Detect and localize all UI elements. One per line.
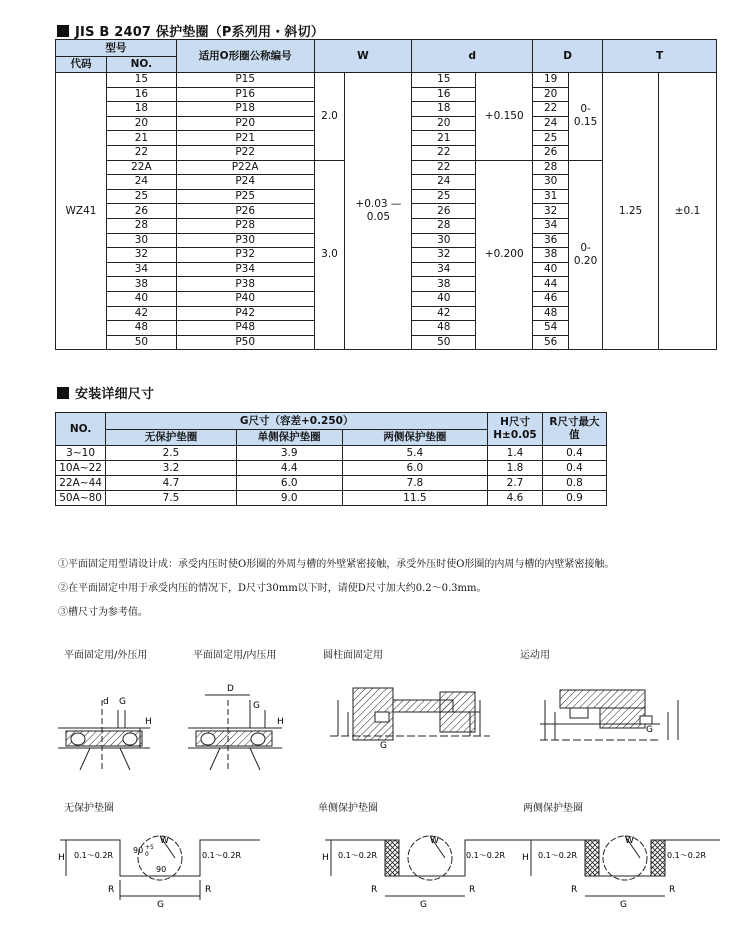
cell-d: 42 bbox=[412, 306, 476, 321]
dim-H-5: H bbox=[58, 853, 65, 863]
cell-d: 22 bbox=[412, 160, 476, 175]
note-1: ①平面固定用型请设计成：承受内压时使O形圈的外周与槽的外壁紧密接触，承受外压时使O形圈的内周与槽的内壁紧密接触。 bbox=[58, 559, 615, 570]
cell-no: 16 bbox=[106, 87, 176, 102]
cell-D: 32 bbox=[533, 204, 569, 219]
dim-angle-sup-5: +5 bbox=[145, 844, 154, 851]
cell-oring: P24 bbox=[176, 175, 314, 190]
note-2: ②在平面固定中用于承受内压的情况下，D尺寸30mm以下时，请使D尺寸加大约0.2～0.3mm。 bbox=[58, 583, 487, 594]
header-g3: 两侧保护垫圈 bbox=[342, 430, 488, 446]
cell-D: 31 bbox=[533, 189, 569, 204]
cell-D: 25 bbox=[533, 131, 569, 146]
dim-R-6: R bbox=[371, 885, 378, 895]
cell-d: 38 bbox=[412, 277, 476, 292]
section-title-text: 安装详细尺寸 bbox=[75, 387, 155, 402]
cell-d: 40 bbox=[412, 291, 476, 306]
drawing-face-external bbox=[58, 700, 150, 770]
cell-no: 34 bbox=[106, 262, 176, 277]
cell-no: 38 bbox=[106, 277, 176, 292]
cell-W: 3.0 bbox=[314, 160, 345, 350]
cell-no: 20 bbox=[106, 116, 176, 131]
cell-D-tol: 0- 0.15 bbox=[569, 73, 603, 161]
cell-D: 24 bbox=[533, 116, 569, 131]
cell-d: 21 bbox=[412, 131, 476, 146]
header-g1: 无保护垫圈 bbox=[106, 430, 237, 446]
cell-r: 0.4 bbox=[542, 461, 606, 476]
cell-d: 22 bbox=[412, 145, 476, 160]
cell-no: 21 bbox=[106, 131, 176, 146]
cell-oring: P28 bbox=[176, 218, 314, 233]
dim-r-7: 0.1～0.2R bbox=[538, 851, 578, 860]
dim-W-5: W bbox=[160, 836, 169, 846]
cell-r: 0.4 bbox=[542, 446, 606, 461]
cell-no: 22 bbox=[106, 145, 176, 160]
cell-D: 34 bbox=[533, 218, 569, 233]
cell-g1: 7.5 bbox=[106, 491, 237, 506]
cell-no: 30 bbox=[106, 233, 176, 248]
cell-D: 19 bbox=[533, 73, 569, 88]
header-H: H尺寸 H±0.05 bbox=[488, 413, 543, 446]
cell-oring: P22 bbox=[176, 145, 314, 160]
cell-d-tol: +0.150 bbox=[476, 73, 533, 161]
cell-no: 40 bbox=[106, 291, 176, 306]
cell-no: 42 bbox=[106, 306, 176, 321]
dim-W-6: W bbox=[430, 836, 439, 846]
dim-G-1: G bbox=[119, 697, 126, 707]
drawing-face-internal bbox=[188, 695, 282, 770]
dim-G-6: G bbox=[420, 900, 427, 910]
cell-oring: P48 bbox=[176, 321, 314, 336]
cell-D: 20 bbox=[533, 87, 569, 102]
cell-D: 56 bbox=[533, 335, 569, 350]
cell-oring: P50 bbox=[176, 335, 314, 350]
header-R: R尺寸最大 值 bbox=[542, 413, 606, 446]
cell-g2: 6.0 bbox=[236, 476, 342, 491]
cell-oring: P22A bbox=[176, 160, 314, 175]
header-model: 型号 bbox=[56, 40, 177, 57]
note-3: ③槽尺寸为参考值。 bbox=[58, 607, 148, 618]
header-no: NO. bbox=[106, 57, 176, 73]
cell-W-tol: +0.03 — 0.05 bbox=[345, 73, 412, 350]
cell-g1: 4.7 bbox=[106, 476, 237, 491]
cell-no: 24 bbox=[106, 175, 176, 190]
cell-D: 22 bbox=[533, 102, 569, 117]
dim-H-2: H bbox=[277, 717, 284, 727]
cell-no: 32 bbox=[106, 248, 176, 263]
dim-R-6b: R bbox=[469, 885, 476, 895]
dim-G-7: G bbox=[620, 900, 627, 910]
dim-D-2: D bbox=[227, 684, 234, 694]
cell-h: 2.7 bbox=[488, 476, 543, 491]
dim-angle-sub-5: 0 bbox=[145, 851, 149, 858]
cell-d: 26 bbox=[412, 204, 476, 219]
cell-h: 1.8 bbox=[488, 461, 543, 476]
cell-no: 15 bbox=[106, 73, 176, 88]
dim-R-5: R bbox=[108, 885, 115, 895]
cell-g3: 6.0 bbox=[342, 461, 488, 476]
cell-d: 34 bbox=[412, 262, 476, 277]
cell-d-tol: +0.200 bbox=[476, 160, 533, 350]
fig-label-face-external: 平面固定用/外压用 bbox=[64, 650, 148, 661]
cell-d: 32 bbox=[412, 248, 476, 263]
header-T: T bbox=[603, 40, 717, 73]
dim-r-6: 0.1～0.2R bbox=[338, 851, 378, 860]
cell-g3: 7.8 bbox=[342, 476, 488, 491]
cell-no: 22A bbox=[106, 160, 176, 175]
dim-H-6: H bbox=[322, 853, 329, 863]
cell-no: 28 bbox=[106, 218, 176, 233]
cell-no: 25 bbox=[106, 189, 176, 204]
dim-r-5b: 0.1～0.2R bbox=[202, 851, 242, 860]
dim-r-5: 0.1～0.2R bbox=[74, 851, 114, 860]
cell-oring: P30 bbox=[176, 233, 314, 248]
cell-d: 25 bbox=[412, 189, 476, 204]
fig-label-no-ring: 无保护垫圈 bbox=[64, 803, 114, 814]
cell-no: 18 bbox=[106, 102, 176, 117]
cell-oring: P25 bbox=[176, 189, 314, 204]
cell-oring: P15 bbox=[176, 73, 314, 88]
cell-D: 26 bbox=[533, 145, 569, 160]
cell-d: 24 bbox=[412, 175, 476, 190]
drawing-dynamic bbox=[540, 690, 678, 740]
cell-D: 48 bbox=[533, 306, 569, 321]
dim-R-7: R bbox=[571, 885, 578, 895]
cell-d: 15 bbox=[412, 73, 476, 88]
cell-r: 0.8 bbox=[542, 476, 606, 491]
cell-D: 36 bbox=[533, 233, 569, 248]
dim-W-7: W bbox=[625, 836, 634, 846]
drawing-groove-single bbox=[325, 836, 525, 896]
dim-angle-5b: 90 bbox=[156, 865, 167, 874]
cell-D: 54 bbox=[533, 321, 569, 336]
cell-h: 1.4 bbox=[488, 446, 543, 461]
cell-oring: P38 bbox=[176, 277, 314, 292]
cell-W: 2.0 bbox=[314, 73, 345, 161]
dim-G-3: G bbox=[380, 741, 387, 751]
dim-H-7: H bbox=[522, 853, 529, 863]
cell-D: 46 bbox=[533, 291, 569, 306]
header-d: d bbox=[412, 40, 533, 73]
cell-D: 28 bbox=[533, 160, 569, 175]
cell-g3: 11.5 bbox=[342, 491, 488, 506]
cell-oring: P26 bbox=[176, 204, 314, 219]
cell-d: 28 bbox=[412, 218, 476, 233]
fig-label-double-ring: 两侧保护垫圈 bbox=[523, 803, 583, 814]
cell-no: 10A~22 bbox=[56, 461, 106, 476]
cell-g2: 9.0 bbox=[236, 491, 342, 506]
cell-h: 4.6 bbox=[488, 491, 543, 506]
cell-g1: 2.5 bbox=[106, 446, 237, 461]
cell-no: 48 bbox=[106, 321, 176, 336]
cell-D: 30 bbox=[533, 175, 569, 190]
cell-oring: P18 bbox=[176, 102, 314, 117]
drawing-groove-double bbox=[525, 836, 720, 896]
header-no: NO. bbox=[56, 413, 106, 446]
header-oring: 适用O形圈公称编号 bbox=[176, 40, 314, 73]
cell-oring: P16 bbox=[176, 87, 314, 102]
dim-d-1: d bbox=[103, 697, 109, 707]
header-D: D bbox=[533, 40, 603, 73]
dim-R-5b: R bbox=[205, 885, 212, 895]
cell-no: 3~10 bbox=[56, 446, 106, 461]
cell-D: 44 bbox=[533, 277, 569, 292]
cell-oring: P34 bbox=[176, 262, 314, 277]
dim-H-1: H bbox=[145, 717, 152, 727]
cell-d: 30 bbox=[412, 233, 476, 248]
cell-d: 48 bbox=[412, 321, 476, 336]
cell-T: 1.25 bbox=[603, 73, 659, 350]
header-code: 代码 bbox=[56, 57, 107, 73]
dim-G-5: G bbox=[157, 900, 164, 910]
drawing-cylinder bbox=[330, 688, 490, 740]
cell-r: 0.9 bbox=[542, 491, 606, 506]
section-title-text: JIS B 2407 保护垫圈（P系列用・斜切） bbox=[75, 25, 325, 40]
dim-r-7b: 0.1～0.2R bbox=[667, 851, 707, 860]
cell-g2: 3.9 bbox=[236, 446, 342, 461]
cell-D: 40 bbox=[533, 262, 569, 277]
fig-label-single-ring: 单侧保护垫圈 bbox=[318, 803, 378, 814]
header-g2: 单侧保护垫圈 bbox=[236, 430, 342, 446]
cell-g1: 3.2 bbox=[106, 461, 237, 476]
cell-oring: P21 bbox=[176, 131, 314, 146]
cell-d: 50 bbox=[412, 335, 476, 350]
cell-g2: 4.4 bbox=[236, 461, 342, 476]
cell-d: 20 bbox=[412, 116, 476, 131]
cell-d: 16 bbox=[412, 87, 476, 102]
fig-label-cylinder: 圆柱面固定用 bbox=[323, 650, 383, 661]
cell-g3: 5.4 bbox=[342, 446, 488, 461]
dim-R-7b: R bbox=[669, 885, 676, 895]
cell-T-tol: ±0.1 bbox=[659, 73, 717, 350]
cell-d: 18 bbox=[412, 102, 476, 117]
fig-label-face-internal: 平面固定用/内压用 bbox=[193, 650, 277, 661]
cell-no: 26 bbox=[106, 204, 176, 219]
cell-no: 50A~80 bbox=[56, 491, 106, 506]
cell-D: 38 bbox=[533, 248, 569, 263]
cell-oring: P42 bbox=[176, 306, 314, 321]
fig-label-dynamic: 运动用 bbox=[520, 650, 550, 661]
cell-D-tol: 0-0.20 bbox=[569, 160, 603, 350]
cell-oring: P40 bbox=[176, 291, 314, 306]
header-G: G尺寸（容差+0.250） bbox=[106, 413, 488, 430]
dim-r-6b: 0.1～0.2R bbox=[466, 851, 506, 860]
dim-G-2: G bbox=[253, 701, 260, 711]
dim-G-4: G bbox=[646, 725, 653, 735]
dim-angle-5: 90 bbox=[133, 846, 144, 855]
header-W: W bbox=[314, 40, 412, 73]
cell-oring: P32 bbox=[176, 248, 314, 263]
cell-oring: P20 bbox=[176, 116, 314, 131]
cell-code: WZ41 bbox=[56, 73, 107, 350]
cell-no: 50 bbox=[106, 335, 176, 350]
cell-no: 22A~44 bbox=[56, 476, 106, 491]
